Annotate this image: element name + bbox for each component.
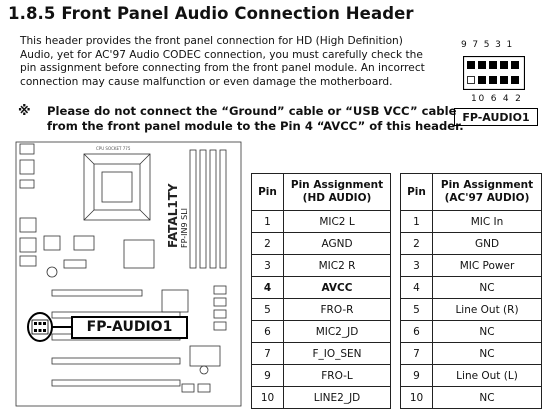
warning-line: from the front panel module to the Pin 4 “AVCC” of this header. bbox=[47, 119, 464, 133]
pin-cell: 4 bbox=[401, 277, 433, 299]
intro-line: pin assignment before connecting from the front panel module. An incorrect bbox=[20, 62, 425, 75]
pin-cell: 1 bbox=[252, 211, 284, 233]
assignment-cell: NC bbox=[433, 277, 542, 299]
assignment-cell: LINE2_JD bbox=[284, 387, 391, 409]
pin-cell: 3 bbox=[401, 255, 433, 277]
pin-cell: 2 bbox=[252, 233, 284, 255]
cpu-socket-label: CPU SOCKET 775 bbox=[96, 146, 131, 151]
table-row bbox=[252, 233, 391, 255]
table-row bbox=[401, 233, 542, 255]
pin-cell: 6 bbox=[252, 321, 284, 343]
pin-cell: 2 bbox=[401, 233, 433, 255]
pin-cell: 10 bbox=[401, 387, 433, 409]
assignment-cell: Line Out (R) bbox=[433, 299, 542, 321]
pin-cell: 5 bbox=[252, 299, 284, 321]
table-row bbox=[401, 255, 542, 277]
table-row bbox=[252, 365, 391, 387]
assignment-cell: NC bbox=[433, 321, 542, 343]
table-row bbox=[401, 299, 542, 321]
header-pin-grid bbox=[463, 56, 525, 90]
ac97-audio-pin-table bbox=[400, 173, 542, 409]
intro-paragraph bbox=[20, 35, 440, 89]
column-header: Pin Assignment (AC'97 AUDIO) bbox=[433, 174, 542, 211]
pin-cell: 7 bbox=[401, 343, 433, 365]
pin-cell: 9 bbox=[252, 365, 284, 387]
header-pin-diagram bbox=[458, 30, 534, 128]
table-row bbox=[401, 211, 542, 233]
pin-cell: 9 bbox=[401, 365, 433, 387]
motherboard-diagram bbox=[14, 140, 244, 408]
table-header-row bbox=[252, 174, 391, 211]
header-name-label: FP-AUDIO1 bbox=[454, 108, 538, 126]
assignment-cell: MIC2_JD bbox=[284, 321, 391, 343]
pin-cell: 1 bbox=[401, 211, 433, 233]
pin-cell: 4 bbox=[252, 277, 284, 299]
model-label: FP-IN9 SLI bbox=[180, 207, 189, 248]
pin-cell: 5 bbox=[401, 299, 433, 321]
table-row bbox=[252, 321, 391, 343]
table-row bbox=[401, 321, 542, 343]
table-row bbox=[252, 277, 391, 299]
column-header: Pin bbox=[401, 174, 433, 211]
table-row bbox=[252, 387, 391, 409]
header-top-pin-numbers: 9 7 5 3 1 bbox=[461, 40, 514, 50]
assignment-cell: F_IO_SEN bbox=[284, 343, 391, 365]
table-row bbox=[252, 255, 391, 277]
assignment-cell: Line Out (L) bbox=[433, 365, 542, 387]
table-header-row bbox=[401, 174, 542, 211]
header-bottom-pin-numbers: 10 6 4 2 bbox=[471, 94, 523, 104]
assignment-cell: AGND bbox=[284, 233, 391, 255]
assignment-cell: GND bbox=[433, 233, 542, 255]
brand-label: FATAL1TY bbox=[166, 183, 180, 248]
column-header: Pin Assignment (HD AUDIO) bbox=[284, 174, 391, 211]
intro-line: This header provides the front panel connection for HD (High Definition) bbox=[20, 35, 403, 47]
pin-cell: 3 bbox=[252, 255, 284, 277]
pin-cell: 10 bbox=[252, 387, 284, 409]
assignment-cell: NC bbox=[433, 387, 542, 409]
table-row bbox=[401, 365, 542, 387]
fp-audio-callout: FP-AUDIO1 bbox=[71, 316, 188, 339]
warning-mark: ※ bbox=[18, 104, 31, 119]
page-title: 1.8.5 Front Panel Audio Connection Header bbox=[8, 4, 414, 23]
intro-line: Audio, yet for AC'97 Audio CODEC connection, you must carefully check the bbox=[20, 48, 423, 61]
intro-line: connection may cause malfunction or even damage the motherboard. bbox=[20, 75, 393, 88]
pin-cell: 6 bbox=[401, 321, 433, 343]
column-header: Pin bbox=[252, 174, 284, 211]
assignment-cell: AVCC bbox=[284, 277, 391, 299]
assignment-cell: MIC In bbox=[433, 211, 542, 233]
assignment-cell: MIC2 L bbox=[284, 211, 391, 233]
table-row bbox=[252, 343, 391, 365]
warning-line: Please do not connect the “Ground” cable or “USB VCC” cable bbox=[47, 104, 457, 118]
hd-audio-pin-table bbox=[251, 173, 391, 409]
assignment-cell: MIC Power bbox=[433, 255, 542, 277]
assignment-cell: MIC2 R bbox=[284, 255, 391, 277]
assignment-cell: FRO-R bbox=[284, 299, 391, 321]
table-row bbox=[252, 299, 391, 321]
assignment-cell: NC bbox=[433, 343, 542, 365]
table-row bbox=[401, 277, 542, 299]
assignment-cell: FRO-L bbox=[284, 365, 391, 387]
table-row bbox=[401, 387, 542, 409]
table-row bbox=[252, 211, 391, 233]
pin-cell: 7 bbox=[252, 343, 284, 365]
warning-text bbox=[47, 104, 464, 134]
table-row bbox=[401, 343, 542, 365]
